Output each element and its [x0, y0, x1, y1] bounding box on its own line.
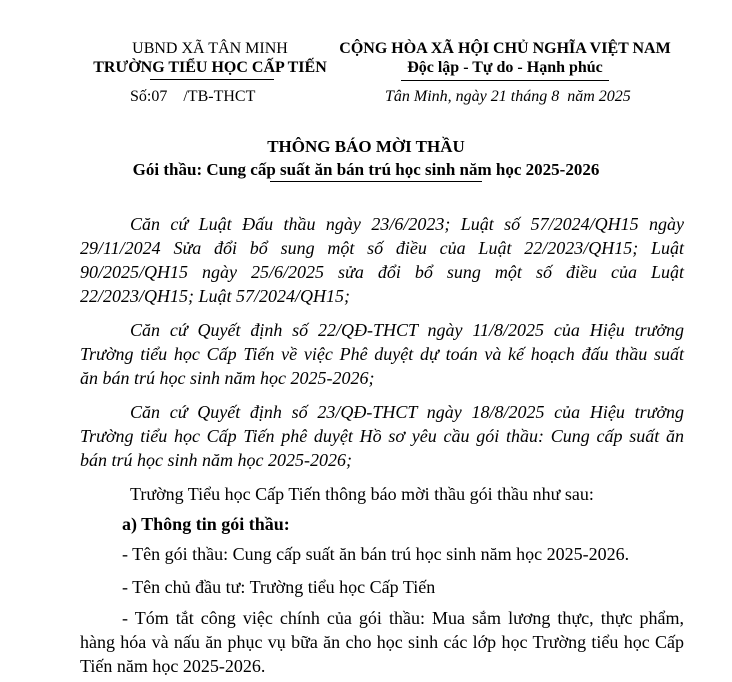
basis-3-line-2: Trường tiểu học Cấp Tiến phê duyệt Hồ sơ yêu cầu gói thầu: Cung cấp suất ăn — [80, 426, 684, 446]
basis-1-line-3: 90/2025/QH15 ngày 25/6/2025 sửa đổi bổ sung một số điều của Luật — [80, 262, 684, 282]
summary-item-line-2: hàng hóa và nấu ăn phục vụ bữa ăn cho học sinh các lớp học Trường tiểu học Cấp — [80, 632, 684, 652]
document-number: Số:07 /TB-THCT — [130, 88, 256, 105]
basis-2-line-3: ăn bán trú học sinh năm học 2025-2026; — [80, 368, 375, 388]
summary-item-line-1: - Tóm tắt công việc chính của gói thầu: Mua sắm lương thực, thực phẩm, — [122, 608, 684, 628]
basis-3-line-3: bán trú học sinh năm học 2025-2026; — [80, 450, 352, 470]
basis-3-line-1: Căn cứ Quyết định số 23/QĐ-THCT ngày 18/8/2025 của Hiệu trưởng — [130, 402, 684, 422]
basis-1-line-4: 22/2023/QH15; Luật 57/2024/QH15; — [80, 286, 350, 306]
package-name-item: - Tên gói thầu: Cung cấp suất ăn bán trú học sinh năm học 2025-2026. — [122, 544, 630, 564]
school-name-underline — [150, 79, 274, 80]
basis-2-line-2: Trường tiểu học Cấp Tiến về việc Phê duyệt dự toán và kế hoạch đấu thầu suất — [80, 344, 684, 364]
subtitle-underline — [270, 181, 482, 182]
national-motto: Độc lập - Tự do - Hạnh phúc — [407, 59, 603, 76]
notice-title: THÔNG BÁO MỜI THẦU — [267, 137, 465, 156]
investor-item: - Tên chủ đầu tư: Trường tiểu học Cấp Tiến — [122, 577, 436, 597]
summary-item-line-3: Tiến năm học 2025-2026. — [80, 656, 266, 676]
intro-text: Trường Tiểu học Cấp Tiến thông báo mời thầu gói thầu như sau: — [130, 484, 594, 504]
national-title: CỘNG HÒA XÃ HỘI CHỦ NGHĨA VIỆT NAM — [339, 40, 671, 57]
authority-name: UBND XÃ TÂN MINH — [132, 40, 288, 57]
motto-underline — [401, 80, 609, 81]
place-date: Tân Minh, ngày 21 tháng 8 năm 2025 — [385, 88, 631, 105]
section-a-heading: a) Thông tin gói thầu: — [122, 514, 290, 534]
notice-subtitle: Gói thầu: Cung cấp suất ăn bán trú học sinh năm học 2025-2026 — [132, 160, 600, 179]
basis-1-line-1: Căn cứ Luật Đấu thầu ngày 23/6/2023; Luật số 57/2024/QH15 ngày — [130, 214, 684, 234]
school-name: TRƯỜNG TIỂU HỌC CẤP TIẾN — [93, 59, 327, 76]
basis-1-line-2: 29/11/2024 Sửa đổi bổ sung một số điều của Luật 22/2023/QH15; Luật — [80, 238, 684, 258]
basis-2-line-1: Căn cứ Quyết định số 22/QĐ-THCT ngày 11/8/2025 của Hiệu trưởng — [130, 320, 684, 340]
